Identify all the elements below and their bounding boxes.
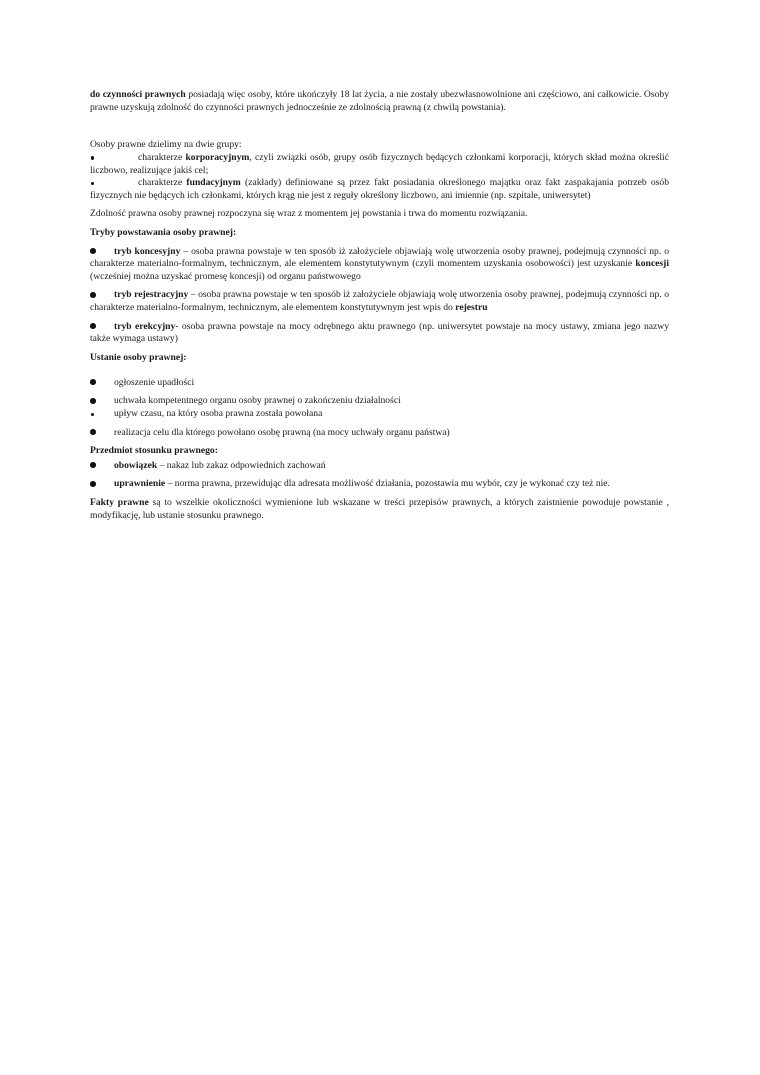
list-item: uchwała kompetentnego organu osoby prawnej o zakończeniu działalności (90, 395, 669, 408)
paragraph-legal-capacity: Zdolność prawna osoby prawnej rozpoczyna się wraz z momentem jej powstania i trwa do momentu rozwiązania. (90, 208, 528, 220)
heading-przedmiot: Przedmiot stosunku prawnego: (90, 445, 218, 457)
bold-term: fundacyjnym (186, 177, 241, 189)
list-item: uprawnienie – norma prawna, przewidując dla adresata możliwość działania, pozostawia mu wybór, czy je wykonać czy też nie. (90, 478, 669, 491)
tryb-item: tryb rejestracyjny – osoba prawna powstaje w ten sposób iż założyciele objawiają wolę utworzenia osoby prawnej, podejmują czynności np. o charakterze materialno-formalnym, technicznym, ale elementem konstytutywnym jest wpis do rejestru (90, 289, 669, 313)
heading-tryby: Tryby powstawania osoby prawnej: (90, 226, 237, 238)
tryb-item: tryb erekcyjny- osoba prawna powstaje na mocy odrębnego aktu prawnego (np. uniwersytet powstaje na mocy ustawy, zmiana jego nazwy także wymaga ustawy) (90, 320, 670, 345)
groups-intro: Osoby prawne dzielimy na dwie grupy: (90, 139, 242, 151)
bold-term: Fakty prawne (90, 497, 149, 509)
list-item: ogłoszenie upadłości (90, 377, 669, 390)
bold-term: korporacyjnym (185, 151, 250, 163)
heading-ustanie: Ustanie osoby prawnej: (90, 351, 187, 363)
bold-term: do czynności prawnych (90, 89, 186, 100)
document-body (90, 89, 669, 522)
group-item-corporate: charakterze korporacyjnym, czyli związki osób, grupy osób fizycznych będących członkami korporacji, których skład można określić liczbowo, realizujące jakiś cel; (90, 151, 669, 176)
list-item: realizacja celu dla którego powołano osobę prawną (na mocy uchwały organu państwa) (90, 427, 669, 440)
tryb-item: tryb koncesyjny – osoba prawna powstaje w ten sposób iż założyciele objawiają wolę utworzenia osoby prawnej, podejmują czynności np. o charakterze materialno-formalnym, technicznym, ale elementem konstytutywnym (czyli momentem uzyskania osobowości) jest uzyskanie koncesji (wcześniej można uzyskać promesę koncesji) od organu państwowego (90, 245, 669, 282)
paragraph-text: posiadają więc osoby, które ukończyły 18 lat życia, a nie zostały ubezwłasnowolnione ani częściowo, ani całkowicie. Osoby prawne uzyskują zdolność do czynności prawnych jednocześnie ze zdolnością prawną (z chwilą powstania). (90, 89, 669, 113)
group-item-foundation: charakterze fundacyjnym (zakłady) definiowane są przez fakt posiadania określonego majątku oraz fakt zaspakajania potrzeb osób fizycznych nie będących ich członkami, których krąg nie jest z reguły określony liczbowo, ani imiennie (np. szpitale, uniwersytet) (90, 177, 669, 201)
list-item: upływ czasu, na który osoba prawna została powołana (90, 408, 669, 421)
paragraph-facts: Fakty prawne są to wszelkie okoliczności wymienione lub wskazane w treści przepisów prawnych, a których zaistnienie powoduje powstanie , modyfikację, lub ustanie stosunku prawnego. (90, 497, 670, 521)
list-item: obowiązek – nakaz lub zakaz odpowiednich zachowań (90, 460, 669, 473)
paragraph-capacity (90, 89, 669, 114)
